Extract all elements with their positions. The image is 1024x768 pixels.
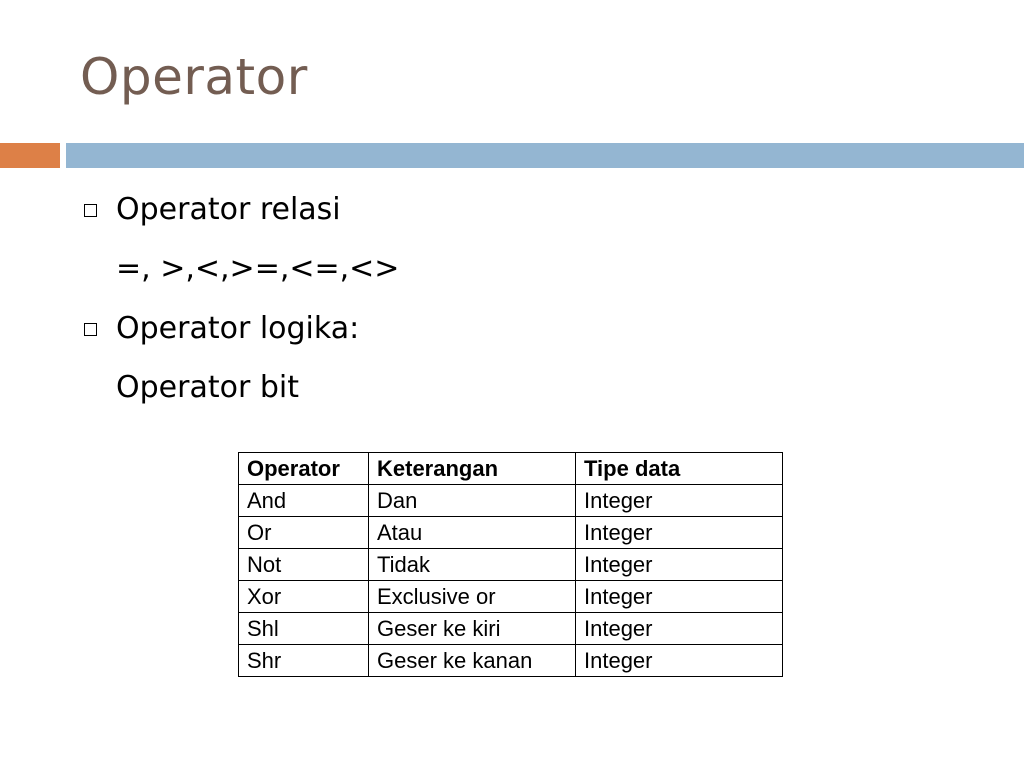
table-row: [239, 485, 783, 517]
bullet-item-logika: Operator logika:: [116, 311, 360, 346]
cell-keterangan: Exclusive or: [369, 581, 576, 613]
header-operator: Operator: [239, 453, 369, 485]
table-row: [239, 581, 783, 613]
cell-keterangan: Atau: [369, 517, 576, 549]
table-row: [239, 549, 783, 581]
operator-table: [238, 452, 783, 677]
cell-tipe-data: Integer: [576, 581, 783, 613]
cell-tipe-data: Integer: [576, 613, 783, 645]
table-row: [239, 613, 783, 645]
accent-bar-orange: [0, 143, 60, 168]
cell-keterangan: Geser ke kiri: [369, 613, 576, 645]
header-keterangan: Keterangan: [369, 453, 576, 485]
cell-keterangan: Geser ke kanan: [369, 645, 576, 677]
square-bullet-icon: [84, 204, 97, 217]
cell-keterangan: Dan: [369, 485, 576, 517]
square-bullet-icon: [84, 323, 97, 336]
table-row: [239, 645, 783, 677]
accent-bar-blue: [66, 143, 1024, 168]
cell-keterangan: Tidak: [369, 549, 576, 581]
cell-tipe-data: Integer: [576, 517, 783, 549]
table-header-row: [239, 453, 783, 485]
cell-tipe-data: Integer: [576, 485, 783, 517]
cell-operator: Not: [239, 549, 369, 581]
relational-operators: =, >,<,>=,<=,<>: [116, 251, 400, 286]
table-row: [239, 517, 783, 549]
header-tipe-data: Tipe data: [576, 453, 783, 485]
cell-tipe-data: Integer: [576, 645, 783, 677]
bullet-item-relasi: Operator relasi: [116, 192, 341, 227]
cell-operator: Shl: [239, 613, 369, 645]
bit-operator-label: Operator bit: [116, 370, 299, 405]
cell-operator: And: [239, 485, 369, 517]
cell-tipe-data: Integer: [576, 549, 783, 581]
cell-operator: Shr: [239, 645, 369, 677]
cell-operator: Xor: [239, 581, 369, 613]
slide-title: Operator: [80, 48, 308, 106]
cell-operator: Or: [239, 517, 369, 549]
